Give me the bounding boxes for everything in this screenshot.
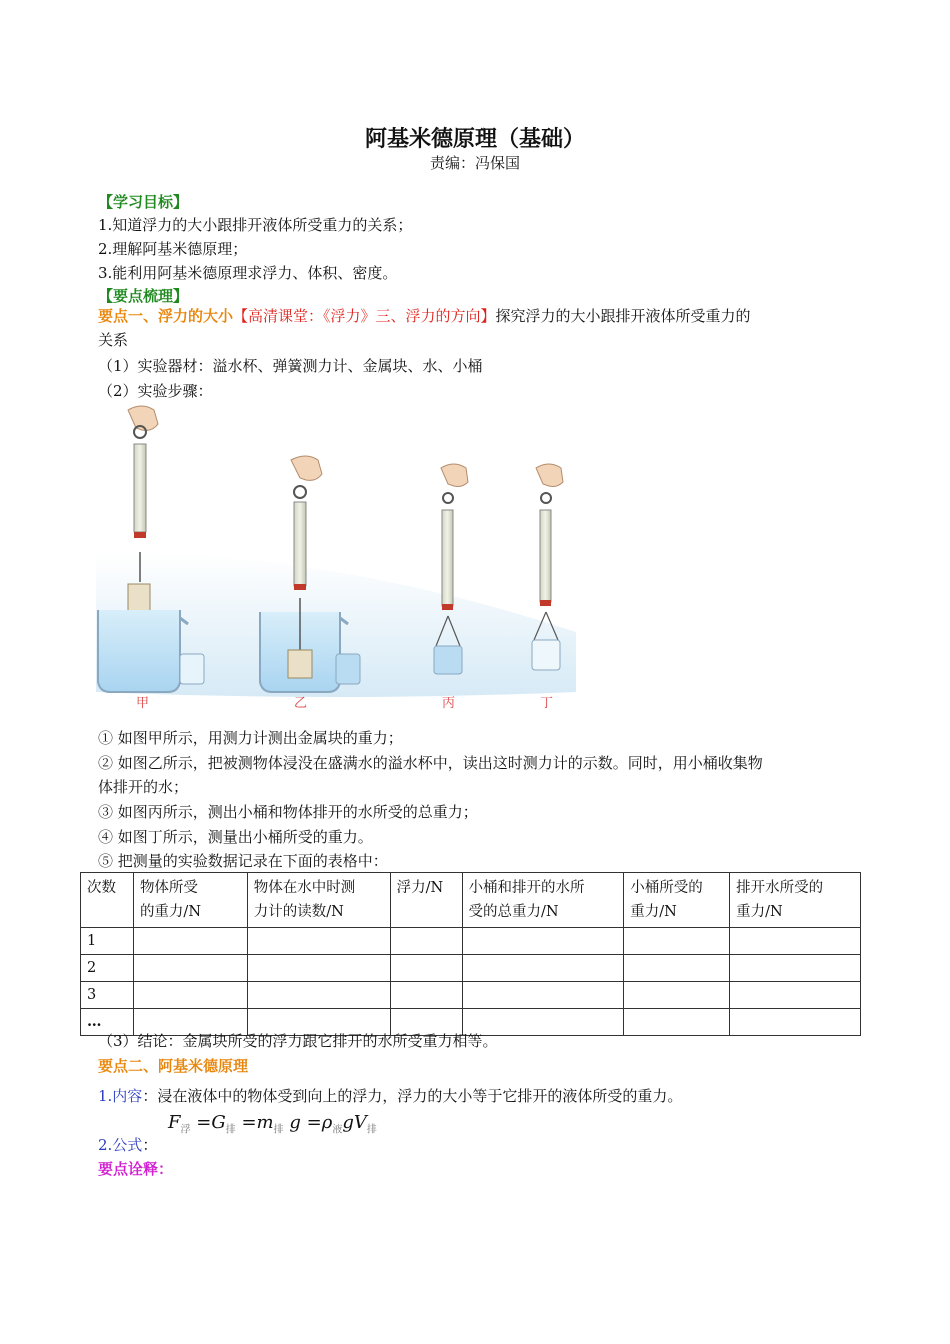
point2-title: 要点二、阿基米德原理 [98, 1057, 249, 1075]
content-text: ：浸在液体中的物体受到向上的浮力，浮力的大小等于它排开的液体所受的重力。 [142, 1087, 683, 1105]
spring-scale-icon [540, 510, 551, 602]
figure-label: 丁 [540, 696, 554, 711]
row-index: 1 [81, 928, 134, 955]
content-line [98, 1085, 682, 1106]
figure-label: 乙 [294, 696, 308, 711]
steps-label: （2）实验步骤： [98, 382, 213, 400]
spring-scale-icon [134, 444, 146, 532]
step-item: ① 如图甲所示，用测力计测出金属块的重力； [98, 729, 403, 747]
table-header-cell: 次数 [81, 873, 134, 928]
overflow-cup-icon [98, 610, 180, 692]
scale-marker [294, 584, 306, 590]
table-header-cell: 排开水所受的 重力/N [730, 873, 861, 928]
table-header-cell: 小桶所受的 重力/N [624, 873, 730, 928]
scale-marker [540, 600, 551, 606]
point1-text: 探究浮力的大小跟排开液体所受重力的 [495, 307, 751, 325]
point1-text-cont: 关系 [98, 331, 129, 349]
data-table [80, 872, 861, 1036]
hand-icon [441, 464, 468, 487]
conclusion-line: （3）结论：金属块所受的浮力跟它排开的水所受重力相等。 [98, 1032, 498, 1050]
metal-block-icon [128, 584, 150, 612]
experiment-figure [96, 402, 576, 718]
table-row [81, 928, 861, 955]
table-header-cell: 物体所受 的重力/N [133, 873, 247, 928]
figure-label: 丙 [442, 696, 456, 711]
step-item: ④ 如图丁所示，测量出小桶所受的重力。 [98, 828, 373, 846]
figure-label: 甲 [136, 696, 150, 711]
point1-title: 要点一、浮力的大小 [98, 307, 234, 325]
goal-item: 1.知道浮力的大小跟排开液体所受重力的关系； [98, 216, 413, 234]
hook-ring [294, 486, 306, 498]
row-index: … [81, 1009, 134, 1036]
table-row [81, 955, 861, 982]
spring-scale-icon [294, 502, 306, 586]
page-title: 阿基米德原理（基础） [364, 127, 585, 152]
point1-link[interactable]: 【高清课堂：《浮力》三、浮力的方向】 [233, 307, 496, 325]
small-bucket-icon [336, 654, 360, 684]
table-row [81, 982, 861, 1009]
author-line: 责编：冯保国 [429, 154, 520, 172]
metal-block-icon [288, 650, 312, 678]
hand-icon [291, 456, 322, 480]
scale-marker [442, 604, 453, 610]
formula-label: 2.公式 [98, 1136, 143, 1154]
goal-item: 2.理解阿基米德原理； [98, 240, 248, 258]
table-header-cell: 物体在水中时测 力计的读数/N [247, 873, 390, 928]
table-header-cell: 浮力/N [390, 873, 462, 928]
table-header-row [81, 873, 861, 928]
scale-marker [134, 532, 146, 538]
small-bucket-icon [180, 654, 204, 684]
formula-line: 2.公式： [98, 1136, 158, 1154]
small-bucket-icon [434, 646, 462, 674]
hook-ring [541, 493, 551, 503]
points-heading: 【要点梳理】 [98, 287, 189, 305]
row-index: 3 [81, 982, 134, 1009]
step-item: ⑤ 把测量的实验数据记录在下面的表格中： [98, 852, 388, 870]
content-label: 1.内容 [98, 1087, 143, 1105]
goal-item: 3.能利用阿基米德原理求浮力、体积、密度。 [98, 264, 398, 282]
point1-line [98, 305, 751, 326]
goals-heading: 【学习目标】 [98, 193, 189, 211]
step-item-cont: 体排开的水； [98, 778, 189, 796]
table-header-cell: 小桶和排开的水所 受的总重力/N [462, 873, 624, 928]
step-item: ③ 如图丙所示，测出小桶和物体排开的水所受的总重力； [98, 803, 478, 821]
materials-line: （1）实验器材：溢水杯、弹簧测力计、金属块、水、小桶 [98, 357, 483, 375]
row-index: 2 [81, 955, 134, 982]
spring-scale-icon [442, 510, 453, 606]
formula: $F_浮 =G_排 =m_排$ $g =\rho_液gV_排$ [168, 1112, 377, 1136]
hand-icon [536, 464, 563, 487]
explain-heading: 要点诠释： [98, 1160, 174, 1178]
hook-ring [443, 493, 453, 503]
small-bucket-icon [532, 640, 560, 670]
step-item: ② 如图乙所示，把被测物体浸没在盛满水的溢水杯中，读出这时测力计的示数。同时，用小桶收集物 [98, 754, 763, 772]
